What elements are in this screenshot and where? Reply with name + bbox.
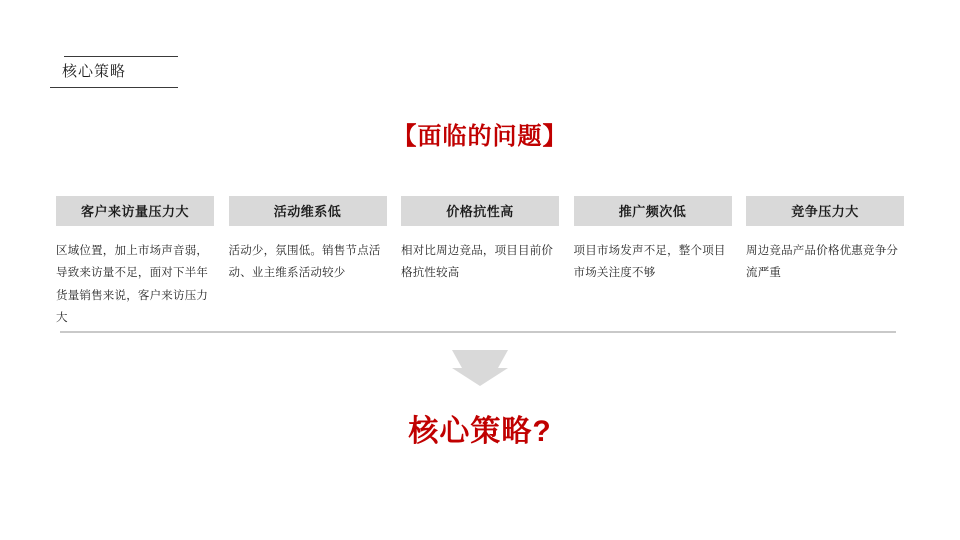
problem-column <box>746 196 904 330</box>
problem-column <box>56 196 214 330</box>
problem-column <box>574 196 732 330</box>
problem-column <box>229 196 387 330</box>
problem-heading: 价格抗性高 <box>401 196 559 226</box>
problem-column <box>401 196 559 330</box>
problem-body: 相对比周边竞品，项目目前价格抗性较高 <box>401 245 554 280</box>
problem-body: 区域位置，加上市场声音弱，导致来访量不足，面对下半年货量销售来说，客户来访压力大 <box>56 245 209 325</box>
section-tag <box>50 56 180 88</box>
problem-body: 项目市场发声不足，整个项目市场关注度不够 <box>573 245 726 280</box>
problem-heading: 竞争压力大 <box>746 196 904 226</box>
bottom-question: 核心策略? <box>408 415 552 448</box>
page-title: 【面临的问题】 <box>392 123 568 150</box>
problem-heading: 客户来访量压力大 <box>56 196 214 226</box>
problem-heading: 推广频次低 <box>574 196 732 226</box>
problem-body: 活动少，氛围低。销售节点活动、业主维系活动较少 <box>228 245 381 280</box>
problem-columns <box>56 196 904 330</box>
horizontal-divider <box>60 331 896 333</box>
down-arrow-icon <box>430 350 530 386</box>
problem-heading: 活动维系低 <box>229 196 387 226</box>
problem-body: 周边竞品产品价格优惠竞争分流严重 <box>746 245 899 280</box>
section-tag-bottom-rule <box>50 87 178 88</box>
section-tag-label: 核心策略 <box>62 63 127 80</box>
